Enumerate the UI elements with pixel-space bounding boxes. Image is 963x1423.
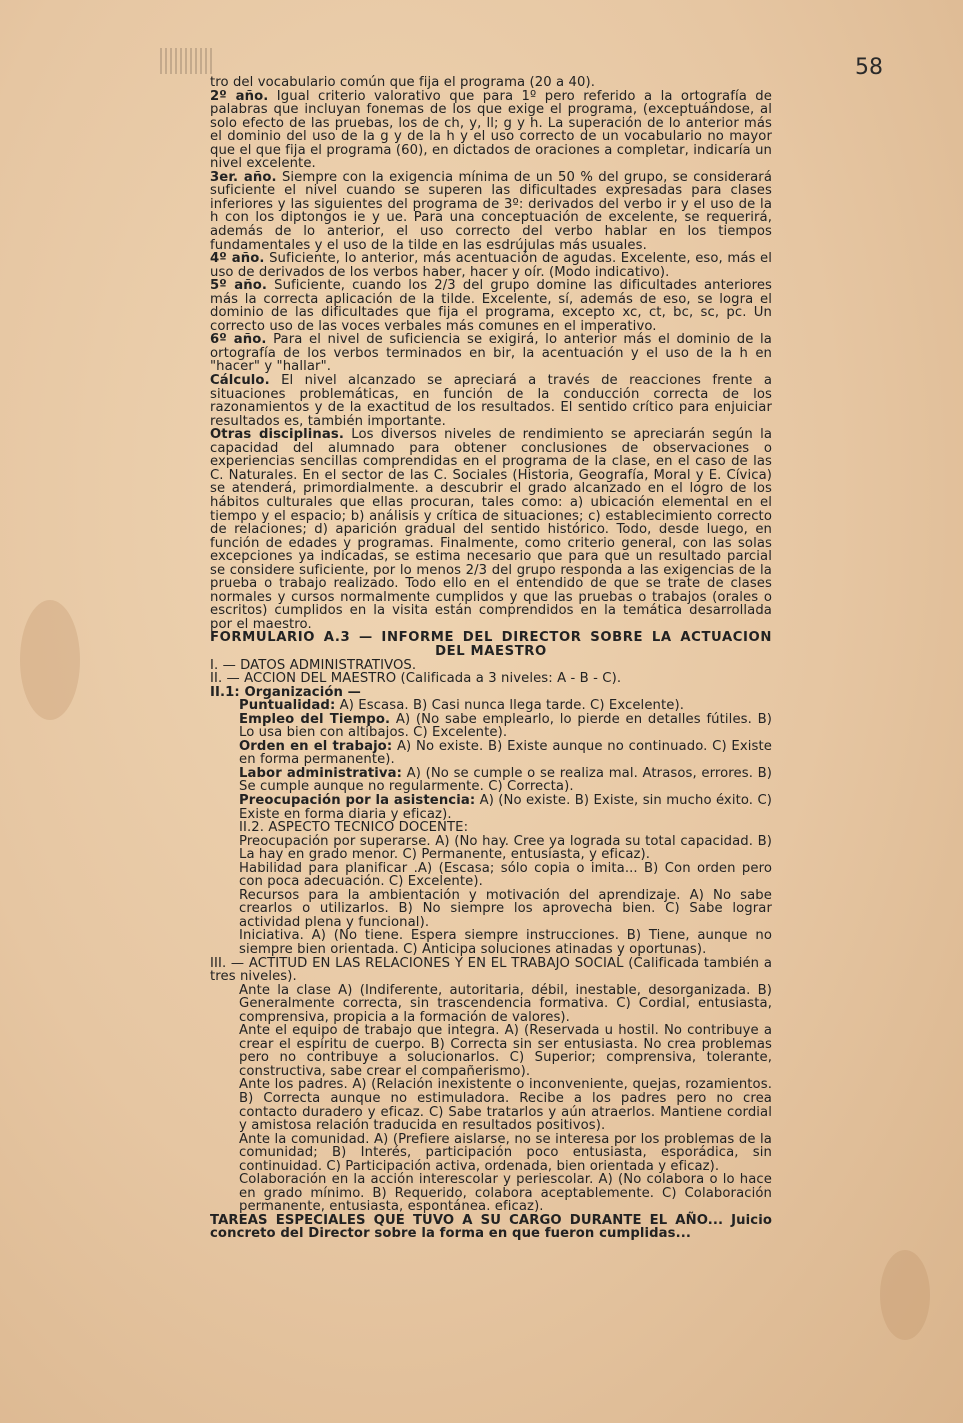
tareas-especiales (210, 1214, 772, 1241)
paragraph-text: Los diversos niveles de rendimiento se apreciarán según la capacidad del alumnado para obtener conclusiones de observaciones o experiencias sencillas comprendidas en el programa de la clase, en el caso de las C. Naturales. En el sector de las C. Sociales (Historia, Geografía, Moral y E. Cívica) se atenderá, primordialmente. a descubrir el grado alcanzado en el logro de los hábitos culturales que ellas procuran, tales como: a) ubicación elemental en el tiempo y el espacio; b) análisis y crítica de situaciones; c) establecimiento correcto de relaciones; d) aparición gradual del sentido histórico. Todo, desde luego, en función de edades y programas. Finalmente, como criterio general, con las solas excepciones ya indicadas, se estima necesario que para que un resultado parcial se considere suficiente, por lo menos 2/3 del grupo responda a las exigencias de la prueba o trabajo realizado. Todo ello en el entendido de que se trate de clases normales y cursos normalmente cumplidos y que las pruebas o trabajos (orales o escritos) cumplidos en la visita están comprendidos en la temática desarrollada por el maestro. (210, 427, 773, 632)
item-text: Juicio concreto del Director sobre la forma en que fueron cumplidas... (210, 1212, 772, 1242)
paragraph-year-4 (210, 252, 772, 279)
subsection-heading: II.1: Organización — (210, 684, 361, 700)
list-item: Iniciativa. A) (No tiene. Espera siempre instrucciones. B) Tiene, aunque no siempre bien orientada. C) Anticipa soluciones atinadas y oportunas). (239, 928, 772, 957)
page-number: 58 (855, 55, 883, 80)
paper-stain (880, 1250, 930, 1340)
actitud-items (210, 984, 772, 1214)
label: Puntualidad: (239, 698, 336, 714)
paragraph-otras (210, 428, 772, 631)
paragraph-calculo (210, 374, 772, 428)
label: 6º año. (210, 332, 267, 348)
section-heading: II. — ACCION DEL MAESTRO (Calificada a 3 niveles: A - B - C). (210, 671, 622, 687)
item-text: A) (No existe. B) Existe, sin mucho éxito. C) Existe en forma diaria y eficaz). (239, 792, 773, 822)
paragraph-year-5 (210, 279, 772, 333)
ink-stamp-mark (160, 48, 212, 74)
paragraph-text: Suficiente, lo anterior, más acentuación de agudas. Excelente, eso, más el uso de derivados de los verbos haber, hacer y oír. (Modo indicativo). (210, 251, 772, 280)
paragraph-text: Suficiente, cuando los 2/3 del grupo domine las dificultades anteriores más la correcta aplicación de la tilde. Excelente, sí, además de eso, se logra el dominio de las dificultades que fija el programa, excepto xc, ct, bc, sc, pc. Un correcto uso de las voces verbales más comunes en el imperativo. (210, 278, 772, 334)
list-item: Habilidad para planificar .A) (Escasa; sólo copia o imita... B) Con orden pero con poca adecuación. C) Excelente). (239, 860, 772, 890)
list-item: Ante los padres. A) (Relación inexistente o inconveniente, quejas, rozamientos. B) Correcta aunque no estimuladora. Recibe a los padres pero no crea contacto duradero y eficaz. C) Sabe tratarlos y aún atraerlos. Mantiene cordial y amistosa relación traducida en resultados positivos). (239, 1077, 772, 1134)
label: Otras disciplinas. (210, 427, 344, 443)
list-item (239, 794, 772, 821)
list-item: Ante el equipo de trabajo que integra. A) (Reservada u hostil. No contribuye a crear el espíritu de cuerpo. B) Correcta sin ser entusiasta. No crea problemas pero no contribuye a solucionarlos. C) Superior; comprensiva, tolerante, constructiva, sabe crear el compañerismo). (239, 1023, 772, 1079)
paragraph-text: Para el nivel de suficiencia se exigirá, lo anterior más el dominio de la ortografía de los verbos terminados en bir, la acentuación y el uso de la h en "hacer" y "hallar". (210, 332, 772, 375)
section-heading: III. — ACTITUD EN LAS RELACIONES Y EN EL TRABAJO SOCIAL (Calificada también a tres niveles). (210, 955, 772, 985)
label: Orden en el trabajo: (239, 738, 393, 754)
paragraph-text: Igual criterio valorativo que para 1º pero referido a la ortografía de palabras que incluyan fonemas de los que exige el programa, (exceptuándose, al solo efecto de las pruebas, los de ch, y, ll; g y h. La superación de lo anterior más el dominio del uso de la g y de la h y el uso correcto de un vocabulario no mayor que el que fija el programa (60), en dictados de oraciones a completar, indicaría un nivel excelente. (210, 88, 772, 172)
paper-stain (20, 600, 80, 720)
paragraph-text: El nivel alcanzado se apreciará a través de reacciones frente a situaciones problemáticas, en función de la conducción correcta de los razonamientos y de la exactitud de los resultados. El sentido crítico para enjuiciar resultados es, también importante. (210, 373, 773, 429)
list-item: Colaboración en la acción interescolar y periescolar. A) (No colabora o lo hace en grado mínimo. B) Requerido, colabora aceptablemente. C) Colaboración permanente, entusiasta, espontánea. eficaz). (239, 1172, 772, 1215)
list-item (239, 699, 772, 713)
list-item: Ante la clase A) (Indiferente, autoritaria, débil, inestable, desorganizada. B) Generalmente correcta, sin trascendencia formativa. C) Cordial, entusiasta, comprensiva, propicia a la formación de valores). (239, 982, 772, 1025)
list-item: Ante la comunidad. A) (Prefiere aislarse, no se interesa por los problemas de la comunidad; B) Interés, participación poco entusiasta, esporádica, sin continuidad. C) Participación activa, ordenada, bien orientada y eficaz). (239, 1131, 772, 1174)
item-text: A) Escasa. B) Casi nunca llega tarde. C) Excelente). (339, 698, 685, 714)
subsection-heading: II.2. ASPECTO TECNICO DOCENTE: (239, 820, 469, 836)
paragraph-year-6 (210, 333, 772, 374)
form-title: FORMULARIO A.3 — INFORME DEL DIRECTOR SOBRE LA ACTUACION DEL MAESTRO (210, 630, 772, 659)
item-text: A) (No se cumple o se realiza mal. Atrasos, errores. B) Se cumple aunque no regularmente. C) Correcta). (239, 765, 773, 795)
label: 4º año. (210, 251, 265, 267)
item-text: A) (No sabe emplearlo, lo pierde en detalles fútiles. B) Lo usa bien con altibajos. C) Excelente). (239, 711, 773, 741)
paragraph-text: Siempre con la exigencia mínima de un 50 % del grupo, se considerará suficiente el nivel cuando se superen las dificultades expresadas para clases inferiores y las siguientes del programa de 3º: derivados del verbo ir y el uso de la h con los diptongos ie y ue. Para una conceptuación de excelente, se requerirá, además de lo anterior, el uso correcto del verbo hablar en los tiempos fundamentales y el uso de la tilde en las esdrújulas más usuales. (210, 169, 772, 253)
paragraph-year-3 (210, 171, 772, 252)
list-item (239, 740, 772, 767)
paragraph-year-2 (210, 90, 772, 171)
organizacion-items (210, 699, 772, 956)
label: TAREAS ESPECIALES QUE TUVO A SU CARGO DURANTE EL AÑO... (210, 1212, 724, 1228)
label: 2º año. (210, 88, 269, 104)
label: 3er. año. (210, 169, 277, 185)
label: Empleo del Tiempo. (239, 711, 391, 727)
list-item (239, 767, 772, 794)
paragraph: tro del vocabulario común que fija el programa (20 a 40). (210, 75, 596, 90)
label: Preocupación por la asistencia: (239, 792, 476, 808)
list-item: Recursos para la ambientación y motivación del aprendizaje. A) No sabe crearlos o utilizarlos. B) No siempre los aprovecha bien. C) Sabe lograr actividad plena y funcional). (239, 887, 772, 930)
item-text: A) No existe. B) Existe aunque no continuado. C) Existe en forma permanente). (239, 738, 772, 768)
document-body (210, 76, 772, 1241)
list-item (239, 713, 772, 740)
list-item: Preocupación por superarse. A) (No hay. Cree ya lograda su total capacidad. B) La hay en grado menor. C) Permanente, entusiasta, y eficaz). (239, 833, 772, 863)
label: Labor administrativa: (239, 765, 402, 781)
section-heading: I. — DATOS ADMINISTRATIVOS. (210, 657, 417, 673)
label: Cálculo. (210, 373, 270, 389)
label: 5º año. (210, 278, 268, 294)
